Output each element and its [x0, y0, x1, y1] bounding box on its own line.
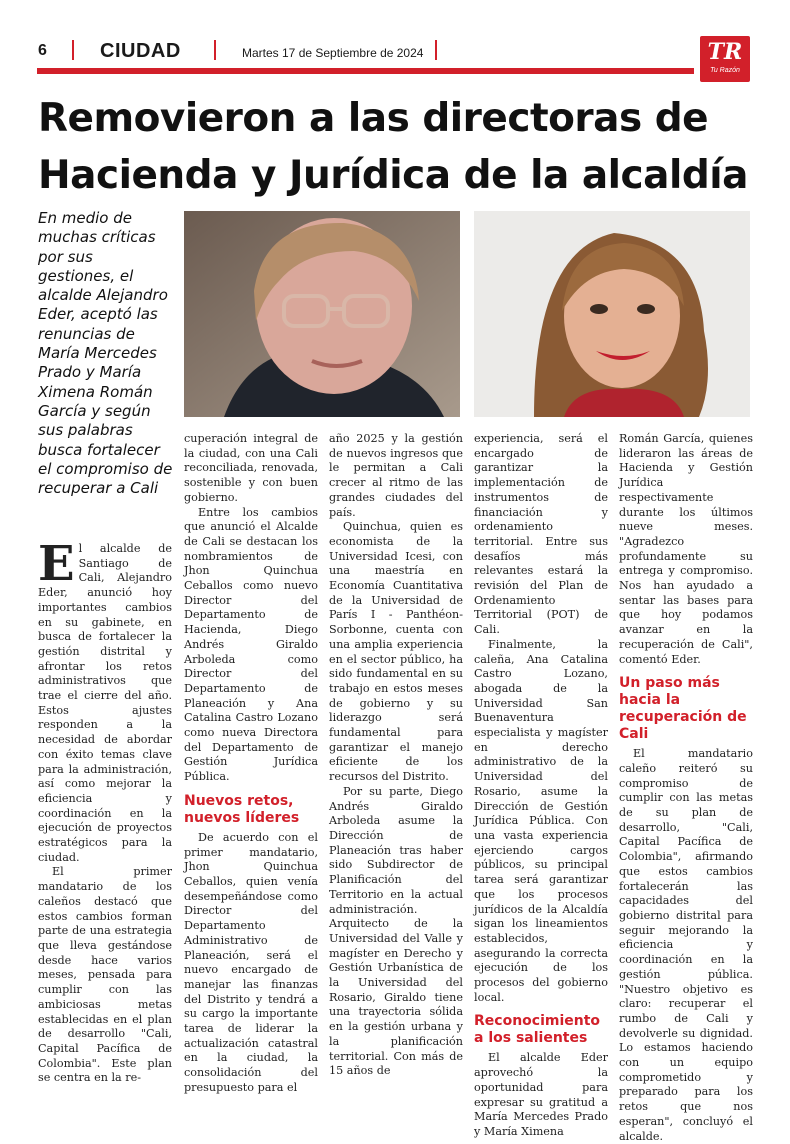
article-column-5 — [619, 432, 753, 1144]
portrait-woman-glasses — [184, 211, 460, 417]
article-column-4 — [474, 432, 608, 1140]
logo-mark: TR — [707, 39, 743, 65]
header-divider — [435, 40, 437, 60]
paragraph: experiencia, será el encargado de garantizar la implementación de instrumentos de financiación y ordenamiento territorial. Entre sus desafíos más relevantes estará la revisión del Plan de Ordenamiento Territorial (POT) de Cali. — [474, 432, 608, 637]
photo-maria-mercedes-prado — [184, 211, 460, 417]
issue-date: Martes 17 de Septiembre de 2024 — [242, 46, 424, 60]
page-header — [0, 0, 790, 75]
subheading: Nuevos retos, nuevos líderes — [184, 792, 300, 826]
paragraph: cuperación integral de la ciudad, con una Cali reconciliada, renovada, sostenible y con buen gobierno. — [184, 432, 318, 504]
paragraph: Por su parte, Diego Andrés Giraldo Arboleda asume la Dirección de Planeación tras haber sido Subdirector de Planificación del Territorio en la actual administración. Arquitecto de la Universidad del Valle y magíster en Derecho y Gestión Urbanística de la Universidad del Rosario, Giraldo tiene una trayectoria sólida en la gestión urbana y la planificación territorial. Con más de 15 años de — [329, 784, 463, 1078]
paragraph: El alcalde Eder aprovechó la oportunidad para expresar su gratitud a María Mercedes Prado y María Ximena — [474, 1051, 608, 1138]
paragraph: Quinchua, quien es economista de la Universidad Icesi, con una maestría en Economía Cuantitativa de la Universidad de París I - Panthéon-Sorbonne, cuenta con una amplia experiencia en el sector público, ha sido fundamental en su trabajo en estos meses de gobierno y su liderazgo será fundamental para garantizar el manejo eficiente de los recursos del Distrito. — [329, 520, 463, 784]
newspaper-logo — [700, 36, 750, 82]
header-divider — [214, 40, 216, 60]
article-lede: En medio de muchas críticas por sus gestiones, el alcalde Alejandro Eder, aceptó las renuncias de María Mercedes Prado y María Ximena Román García y según sus palabras busca fortalecer el compromiso de recuperar a Cali — [38, 209, 173, 498]
paragraph: Entre los cambios que anunció el Alcalde de Cali se destacan los nombramientos de Jhon Quinchua Ceballos como nuevo Director del Departamento de Hacienda, Diego Andrés Giraldo Arboleda como Director del Departamento de Planeación y Ana Catalina Castro Lozano como nueva Directora del Departamento de Gestión Jurídica Pública. — [184, 505, 318, 784]
article-column-3 — [329, 432, 463, 1079]
drop-cap: E — [38, 536, 75, 592]
header-divider — [72, 40, 74, 60]
portrait-woman-smiling — [474, 211, 750, 417]
logo-subtitle: Tu Razón — [710, 67, 740, 74]
paragraph: l alcalde de Santiago de Cali, Alejandro Eder, anunció hoy importantes cambios en su gabinete, en busca de fortalecer la gestión distrital y afrontar los retos administrativos que trae el cierre del año. Estos ajustes responden a la necesidad de abordar con éxito temas clave para la administración, así como mejorar la eficiencia y coordinación en la ejecución de proyectos estratégicos para la ciudad. — [38, 542, 172, 864]
header-rule — [37, 68, 694, 74]
paragraph: El mandatario caleño reiteró su compromiso de cumplir con las metas de su plan de desarrollo, "Cali, Capital Pacífica de Colombia", afirmando que estos cambios fortalecerán las capacidades del gobierno distrital para seguir mejorando la eficiencia y coordinación en la gestión pública. "Nuestro objetivo es claro: recuperar el rumbo de Cali y devolverle su dignidad. Lo estamos haciendo con un equipo comprometido y preparado para los retos que nos esperan", concluyó el alcalde. — [619, 747, 753, 1143]
article-column-1 — [38, 536, 172, 1086]
paragraph: El primer mandatario de los caleños destacó que estos cambios forman parte de una estrategia que lleva gestándose desde hace varios meses, pensada para cumplir con las ambiciosas metas establecidas en el plan de desarrollo "Cali, Capital Pacífica de Colombia". Este plan se centra en la re- — [38, 865, 172, 1085]
article-column-2 — [184, 432, 318, 1096]
paragraph: Román García, quienes lideraron las áreas de Hacienda y Gestión Jurídica respectivamente durante los últimos nueve meses. "Agradezco profundamente su entrega y compromiso. Nos han ayudado a sentar las bases para que hoy podamos avanzar en la recuperación de Cali", comentó Eder. — [619, 432, 753, 666]
page-number: 6 — [38, 42, 47, 59]
subheading: Reconocimiento a los salientes — [474, 1013, 601, 1047]
section-title: CIUDAD — [100, 40, 181, 62]
paragraph: Finalmente, la caleña, Ana Catalina Castro Lozano, abogada de la Universidad San Buenaventura especialista y magíster en derecho administrativo de la Universidad del Rosario, asume la Dirección de Gestión Jurídica Pública. Con una vasta experiencia ejerciendo cargos públicos, su principal tarea será garantizar que los procesos jurídicos de la Alcaldía sigan los lineamientos establecidos, asegurando la correcta ejecución de los procesos del gobierno local. — [474, 637, 608, 1004]
paragraph: De acuerdo con el primer mandatario, Jhon Quinchua Ceballos, quien venía desempeñándose como Director del Departamento Administrativo de Planeación, será el nuevo encargado de manejar las finanzas del Distrito y tendrá a su cargo la importante tarea de liderar la actualización catastral en la ciudad, la consolidación del presupuesto para el — [184, 830, 318, 1094]
paragraph: año 2025 y la gestión de nuevos ingresos que le permitan a Cali crecer al ritmo de las grandes ciudades del país. — [329, 432, 463, 519]
photo-maria-ximena-roman — [474, 211, 750, 417]
article-headline: Removieron a las directoras de Hacienda y Jurídica de la alcaldía — [38, 96, 748, 198]
subheading: Un paso más hacia la recuperación de Cali — [619, 675, 747, 743]
